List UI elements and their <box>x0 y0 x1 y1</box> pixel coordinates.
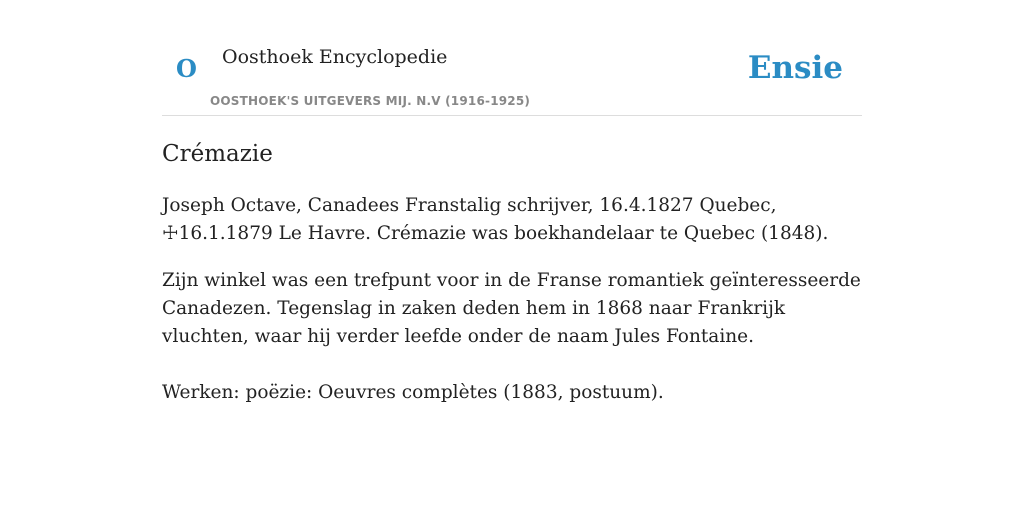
article-title: Crémazie <box>162 141 273 167</box>
article <box>162 136 862 407</box>
logo-letter[interactable]: O <box>176 54 197 83</box>
publisher-subtitle: OOSTHOEK'S UITGEVERS MIJ. N.V (1916-1925) <box>210 94 531 108</box>
ensie-brand-link[interactable]: Ensie <box>747 50 843 86</box>
article-paragraph: Zijn winkel was een trefpunt voor in de Franse romantiek geïnteresseerde Canadezen. Tegenslag in zaken deden hem in 1868 naar Frankrijk vluchten, waar hij verder leefde onder de naam Jules Fontaine. <box>162 270 861 347</box>
article-paragraph: Werken: poëzie: Oeuvres complètes (1883, postuum). <box>162 382 664 403</box>
article-paragraph: Joseph Octave, Canadees Franstalig schrijver, 16.4.1827 Quebec, ☩16.1.1879 Le Havre. Crémazie was boekhandelaar te Quebec (1848). <box>162 195 829 244</box>
encyclopedia-title[interactable]: Oosthoek Encyclopedie <box>222 46 448 68</box>
site-header <box>162 30 862 116</box>
